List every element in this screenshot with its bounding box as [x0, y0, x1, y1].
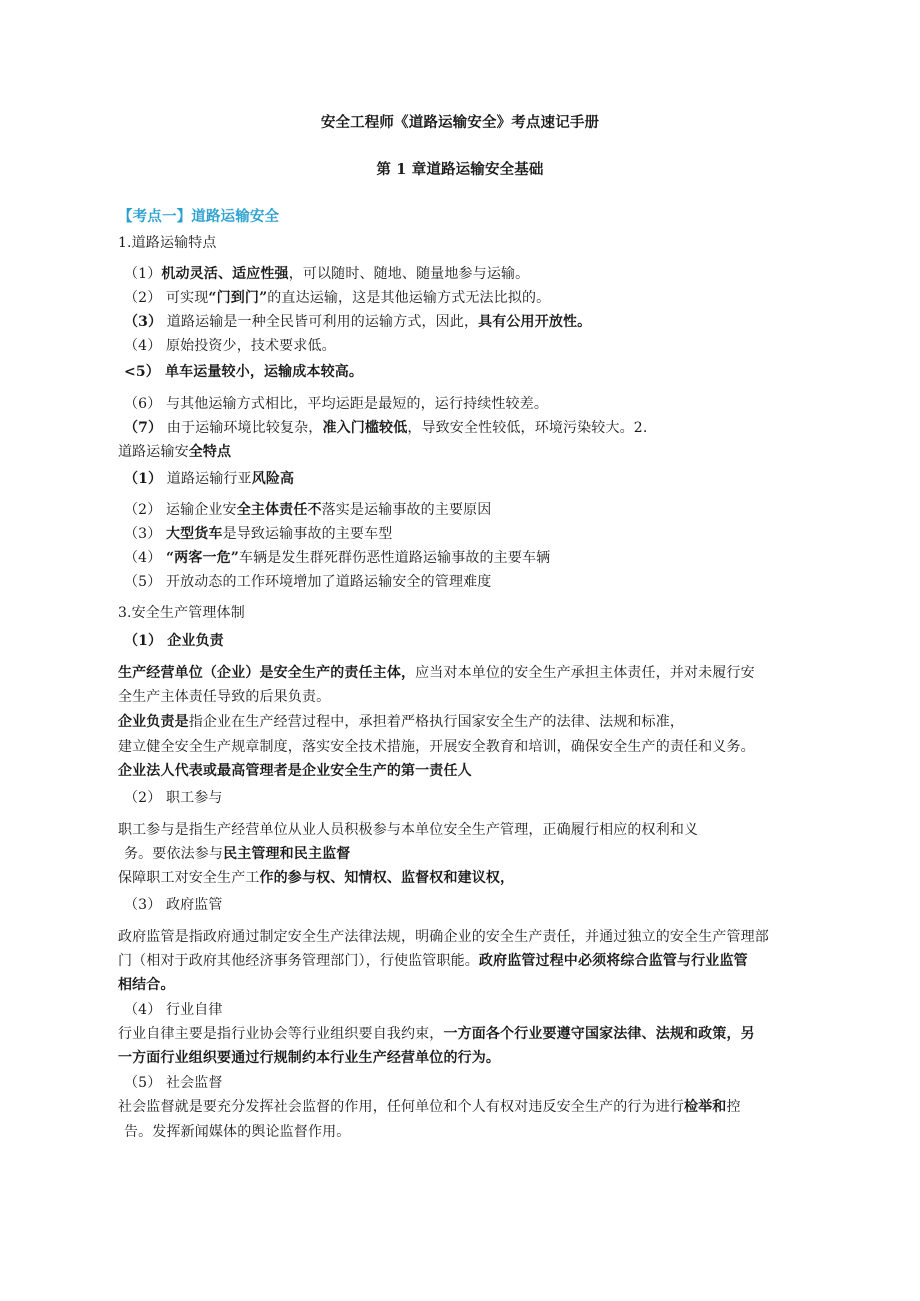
paragraph-line: 职工参与是指生产经营单位从业人员积极参与本单位安全生产管理，正确履行相应的权利和义	[118, 822, 699, 838]
list-item: （2） 运输企业安全主体责任不落实是运输事故的主要原因	[124, 502, 492, 518]
paragraph-line: 生产经营单位（企业）是安全生产的责任主体，应当对本单位的安全生产承担主体责任，并对未履行安	[118, 665, 755, 681]
paragraph-line: 企业负责是指企业在生产经营过程中，承担着严格执行国家安全生产的法律、法规和标准，	[118, 714, 684, 730]
topic-heading: 【考点一】道路运输安全	[118, 209, 280, 225]
list-item: （4） 原始投资少，技术要求低。	[124, 338, 336, 354]
list-item: （2） 可实现“门到门”的直达运输，这是其他运输方式无法比拟的。	[124, 290, 551, 306]
paragraph-line: 告。发挥新闻媒体的舆论监督作用。	[124, 1124, 351, 1140]
list-item: （6） 与其他运输方式相比，平均运距是最短的，运行持续性较差。	[124, 396, 549, 412]
chapter-title: 第 1 章道路运输安全基础	[376, 161, 544, 178]
subheading-social-supervision: （5） 社会监督	[124, 1075, 223, 1091]
paragraph-line: 一方面行业组织要通过行规制约本行业生产经营单位的行为。	[118, 1050, 501, 1066]
list-item: （4） “两客一危”车辆是发生群死群伤恶性道路运输事故的主要车辆	[124, 550, 551, 566]
section-heading-safety-features: 道路运输安全特点	[118, 444, 232, 460]
list-item: <5） 单车运量较小，运输成本较高。	[124, 364, 364, 380]
subheading-government-supervision: （3） 政府监管	[124, 897, 223, 913]
paragraph-line: 企业法人代表或最高管理者是企业安全生产的第一责任人	[118, 763, 472, 779]
subheading-employee-participation: （2） 职工参与	[124, 790, 223, 806]
section-heading-road-transport-features: 1.道路运输特点	[118, 235, 217, 251]
paragraph-line: 门（相对于政府其他经济事务管理部门），行使监管职能。政府监管过程中必须将综合监管与行业监管	[118, 953, 748, 969]
list-item: （1） 道路运输行亚风险高	[124, 471, 295, 487]
paragraph-line: 政府监管是指政府通过制定安全生产法律法规，明确企业的安全生产责任，并通过独立的安全生产管理部	[118, 929, 769, 945]
subheading-enterprise-responsibility: （1） 企业负责	[124, 633, 224, 649]
paragraph-line: 社会监督就是要充分发挥社会监督的作用，任何单位和个人有权对违反安全生产的行为进行检举和控	[118, 1099, 741, 1115]
paragraph-line: 相结合。	[118, 977, 175, 993]
list-item: （7） 由于运输环境比较复杂，准入门槛较低，导致安全性较低，环境污染较大。2.	[124, 420, 648, 436]
list-item: （3） 大型货车是导致运输事故的主要车型	[124, 526, 393, 542]
list-item: （1）机动灵活、适应性强，可以随时、随地、随量地参与运输。	[124, 266, 530, 282]
list-item: （5） 开放动态的工作环境增加了道路运输安全的管理难度	[124, 574, 492, 590]
section-heading-management-system: 3.安全生产管理体制	[118, 605, 245, 621]
paragraph-line: 行业自律主要是指行业协会等行业组织要自我约束，一方面各个行业要遵守国家法律、法规和政策，另	[118, 1026, 755, 1042]
paragraph-line: 建立健全安全生产规章制度，落实安全技术措施，开展安全教育和培训，确保安全生产的责任和义务。	[118, 739, 755, 755]
paragraph-line: 保障职工对安全生产工作的参与权、知情权、监督权和建议权，	[118, 870, 515, 886]
list-item: （3） 道路运输是一种全民皆可利用的运输方式，因此，具有公用开放性。	[124, 314, 592, 330]
paragraph-line: 务。要依法参与民主管理和民主监督	[124, 846, 351, 862]
document-title: 安全工程师《道路运输安全》考点速记手册	[320, 114, 600, 131]
subheading-industry-self-discipline: （4） 行业自律	[124, 1002, 223, 1018]
paragraph-line: 全生产主体责任导致的后果负责。	[118, 689, 331, 705]
